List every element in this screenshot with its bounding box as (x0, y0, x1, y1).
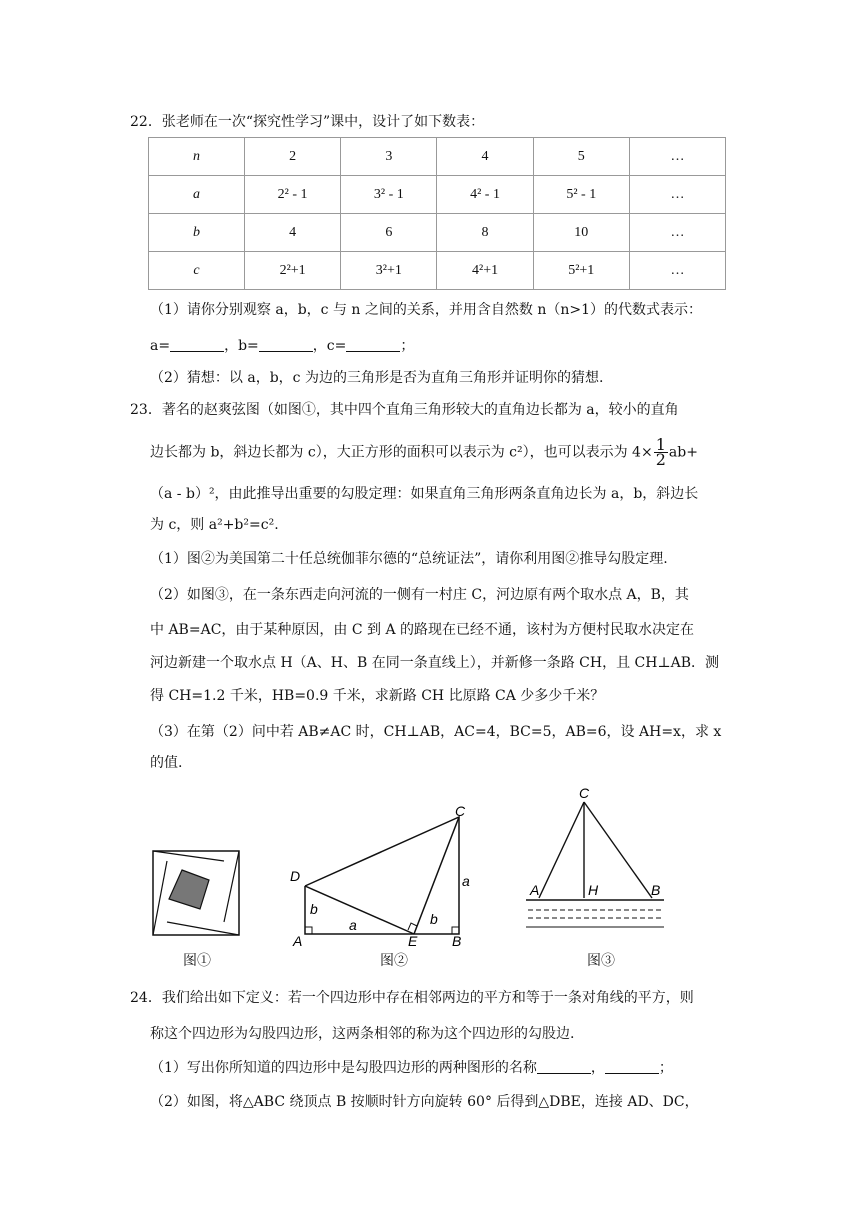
answer-c-blank[interactable] (346, 337, 400, 352)
label-a: A (293, 933, 303, 949)
answer-a-blank[interactable] (170, 337, 224, 352)
table-cell: 4 (245, 214, 341, 252)
table-cell: 3² - 1 (341, 176, 437, 214)
q24-part1-text: （1）写出你所知道的四边形中是勾股四边形的两种图形的名称 (150, 1060, 537, 1076)
q23-part3-line1: （3）在第（2）问中若 AB≠AC 时，CH⊥AB，AC=4，BC=5，AB=6，设 AH=x，求 x (150, 724, 722, 740)
table-cell: 5 (533, 138, 629, 176)
answer-end: ； (400, 338, 415, 354)
answer-a-label: a= (150, 338, 171, 354)
table-cell: 4² - 1 (437, 176, 533, 214)
q24-part2: （2）如图，将△ABC 绕顶点 B 按顺时针方向旋转 60° 后得到△DBE，连接 AD、DC， (150, 1094, 699, 1110)
q23-part2-line1: （2）如图③，在一条东西走向河流的一侧有一村庄 C，河边原有两个取水点 A，B，其 (150, 587, 689, 603)
q23-line2-text: 边长都为 b，斜边长都为 c），大正方形的面积可以表示为 c²），也可以表示为 4× (150, 444, 653, 461)
answer-b-blank[interactable] (259, 337, 313, 352)
q24-line1: 24．我们给出如下定义：若一个四边形中存在相邻两边的平方和等于一条对角线的平方，则 (130, 990, 694, 1006)
table-row-header: n (149, 138, 245, 176)
side-a-right: a (462, 873, 470, 889)
table-cell: 10 (533, 214, 629, 252)
q23-line4: 为 c，则 a²+b²=c². (150, 517, 279, 533)
table-row (149, 176, 726, 214)
label-a: A (530, 882, 540, 898)
table-cell: 6 (341, 214, 437, 252)
shape-name-blank-1[interactable] (537, 1059, 591, 1074)
table-cell: … (629, 214, 725, 252)
q23-part1: （1）图②为美国第二十任总统伽菲尔德的“总统证法”，请你利用图②推导勾股定理. (150, 551, 668, 567)
figure-2-caption: 图② (380, 953, 408, 969)
label-e: E (408, 933, 418, 949)
table-cell: 2 (245, 138, 341, 176)
figure-1-zhao-shuang-diagram (150, 848, 242, 938)
q23-part3-line2: 的值. (150, 755, 183, 771)
q23-line2-tail: ab+ (668, 444, 698, 461)
label-c: C (455, 803, 466, 819)
q24-part1 (150, 1058, 750, 1078)
q23-part2-line3: 河边新建一个取水点 H（A、H、B 在同一条直线上），并新修一条路 CH，且 CH⊥AB．测 (150, 655, 720, 671)
side-b-left: b (310, 901, 318, 917)
number-table (148, 137, 726, 290)
table-cell: … (629, 252, 725, 290)
q24-sep: ， (590, 1060, 605, 1076)
table-row-header: a (149, 176, 245, 214)
table-row-header: c (149, 252, 245, 290)
figure-2-garfield-proof (284, 800, 484, 950)
q23-part2-line4: 得 CH=1.2 千米，HB=0.9 千米，求新路 CH 比原路 CA 少多少千米？ (150, 688, 605, 704)
frac-denominator: 2 (655, 450, 666, 469)
table-row (149, 214, 726, 252)
table-cell: 4 (437, 138, 533, 176)
table-cell: 5² - 1 (533, 176, 629, 214)
shape-name-blank-2[interactable] (605, 1059, 659, 1074)
q23-line1: 23．著名的赵爽弦图（如图①，其中四个直角三角形较大的直角边长都为 a，较小的直角 (130, 402, 679, 418)
frac-numerator: 1 (655, 435, 666, 454)
q22-part2: （2）猜想：以 a，b，c 为边的三角形是否为直角三角形并证明你的猜想. (150, 370, 604, 386)
fraction-one-half (654, 435, 668, 469)
label-b: B (651, 882, 661, 898)
label-d: D (290, 868, 301, 884)
table-cell: 8 (437, 214, 533, 252)
table-cell: 4²+1 (437, 252, 533, 290)
figure-1-caption: 图① (183, 953, 211, 969)
table-cell: … (629, 138, 725, 176)
q24-end: ； (658, 1060, 673, 1076)
figure-3-river-diagram (524, 784, 674, 944)
table-cell: 5²+1 (533, 252, 629, 290)
table-cell: 3²+1 (341, 252, 437, 290)
q22-part1: （1）请你分别观察 a，b，c 与 n 之间的关系，并用含自然数 n（n>1）的代数式表示： (150, 302, 702, 318)
label-c: C (579, 785, 590, 801)
side-b-right: b (430, 911, 438, 927)
answer-c-label: ，c= (312, 338, 347, 354)
label-h: H (588, 882, 599, 898)
table-cell: 2² - 1 (245, 176, 341, 214)
q23-line3: （a - b）²，由此推导出重要的勾股定理：如果直角三角形两条直角边长为 a，b，斜边长 (150, 486, 699, 502)
figure-3-caption: 图③ (587, 953, 615, 969)
q23-part2-line2: 中 AB=AC，由于某种原因，由 C 到 A 的路现在已经不通，该村为方便村民取水决定在 (150, 622, 695, 638)
q22-part1-answers (150, 336, 750, 356)
table-cell: 2²+1 (245, 252, 341, 290)
table-row (149, 138, 726, 176)
table-cell: … (629, 176, 725, 214)
side-a-bottom: a (349, 917, 357, 933)
answer-b-label: ，b= (224, 338, 259, 354)
table-row-header: b (149, 214, 245, 252)
table-cell: 3 (341, 138, 437, 176)
q23-line2 (150, 435, 750, 469)
table-row (149, 252, 726, 290)
q22-intro: 22．张老师在一次“探究性学习”课中，设计了如下数表： (130, 114, 485, 130)
q24-line2: 称这个四边形为勾股四边形，这两条相邻的称为这个四边形的勾股边. (150, 1026, 575, 1042)
label-b: B (452, 933, 462, 949)
